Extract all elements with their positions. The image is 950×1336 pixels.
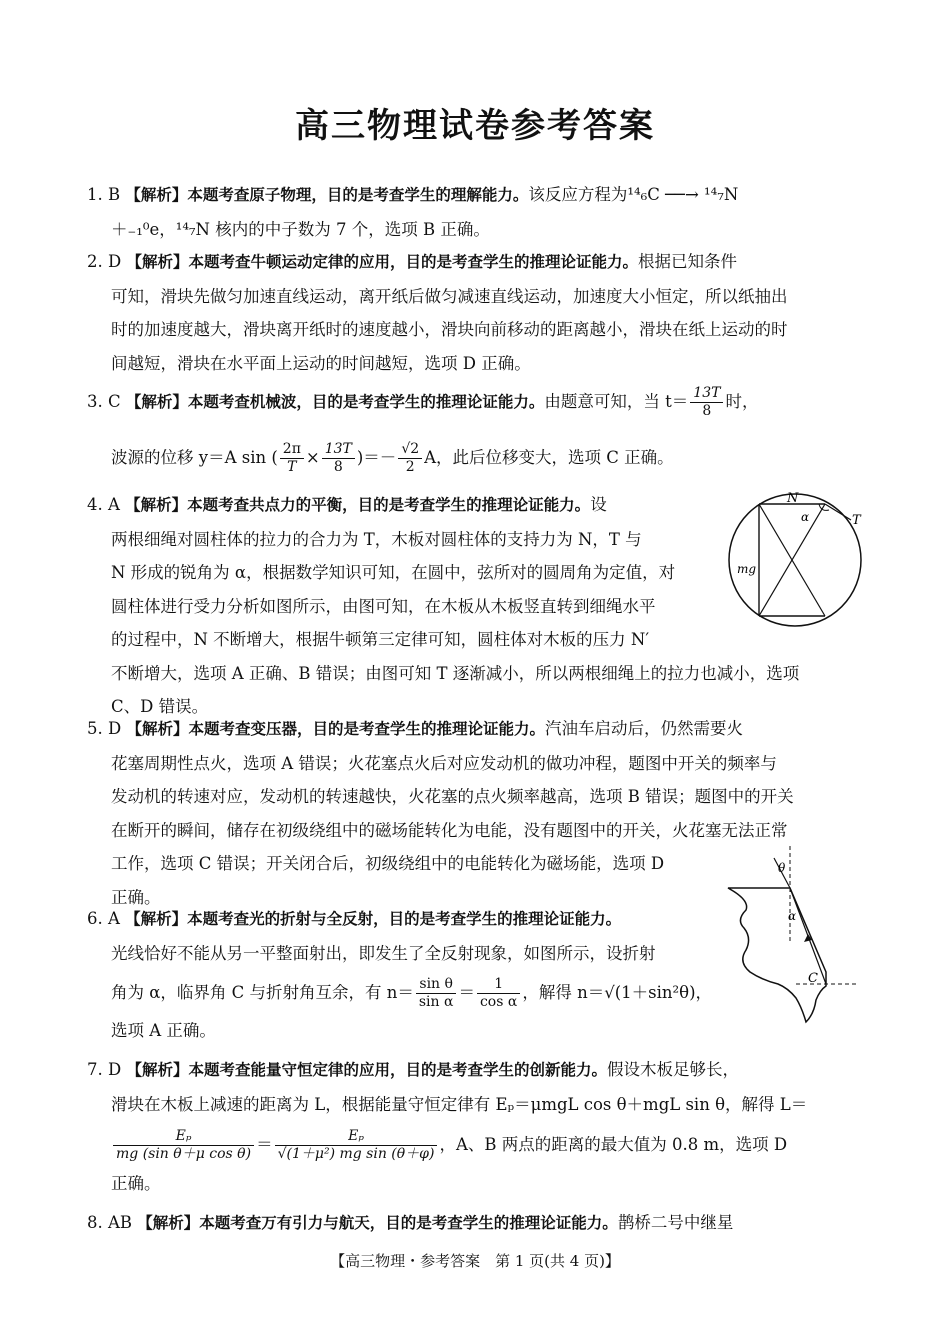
answer-number: 6. A bbox=[87, 909, 120, 928]
answer-text: 鹊桥二号中继星 bbox=[617, 1213, 734, 1232]
operator: ＝ bbox=[256, 1135, 273, 1154]
analysis-tag: 【解析】 bbox=[126, 720, 189, 738]
answer-text: 正确。 bbox=[111, 887, 161, 907]
numerator: √2 bbox=[398, 441, 422, 459]
analysis-tag: 【解析】 bbox=[125, 186, 188, 204]
analysis-tag: 【解析】 bbox=[125, 910, 188, 928]
answer-text: 可知，滑块先做匀加速直线运动，离开纸后做匀减速直线运动，加速度大小恒定，所以纸抽出 bbox=[111, 286, 788, 306]
c-label: C bbox=[808, 971, 818, 986]
analysis-focus: 本题考查万有引力与航天，目的是考查学生的推理论证能力。 bbox=[199, 1214, 618, 1232]
fraction bbox=[322, 441, 355, 476]
answer-8 bbox=[87, 1206, 862, 1241]
numerator: 1 bbox=[477, 976, 520, 994]
answer-number: 3. C bbox=[87, 392, 121, 411]
analysis-tag: 【解析】 bbox=[125, 393, 188, 411]
numerator: Eₚ bbox=[113, 1128, 254, 1146]
operator: × bbox=[305, 448, 320, 467]
fraction bbox=[113, 1128, 254, 1163]
analysis-focus: 本题考查机械波，目的是考查学生的推理论证能力。 bbox=[187, 393, 545, 411]
answer-number: 8. AB bbox=[87, 1213, 133, 1232]
refraction-diagram bbox=[722, 838, 862, 1028]
denominator: 8 bbox=[702, 403, 712, 419]
theta-label: θ bbox=[778, 861, 786, 875]
answer-text: 假设木板足够长， bbox=[607, 1060, 739, 1079]
answer-number: 4. A bbox=[87, 495, 120, 514]
analysis-focus: 本题考查光的折射与全反射，目的是考查学生的推理论证能力。 bbox=[187, 910, 622, 928]
alpha-label: α bbox=[801, 510, 810, 524]
numerator: 13T bbox=[690, 385, 723, 403]
denominator: T bbox=[287, 459, 297, 475]
answer-3 bbox=[87, 380, 862, 480]
denominator: sin α bbox=[418, 994, 454, 1010]
answer-2 bbox=[87, 245, 862, 380]
analysis-tag: 【解析】 bbox=[125, 496, 188, 514]
n-label: N bbox=[787, 491, 799, 506]
fraction bbox=[398, 441, 422, 476]
answer-text: 设 bbox=[590, 495, 607, 514]
page-footer: 【高三物理・参考答案 第 1 页(共 4 页)】 bbox=[330, 1252, 620, 1270]
denominator: mg (sin θ＋μ cos θ) bbox=[116, 1146, 252, 1162]
operator: ＝ bbox=[458, 983, 475, 1002]
fraction bbox=[416, 976, 457, 1011]
answer-number: 2. D bbox=[87, 252, 122, 271]
answer-text: 根据已知条件 bbox=[638, 252, 737, 271]
answer-text: 两根细绳对圆柱体的拉力的合力为 T，木板对圆柱体的支持力为 N，T 与 bbox=[111, 529, 642, 549]
answer-text: 由题意可知，当 t＝ bbox=[544, 392, 689, 411]
t-label: T bbox=[852, 513, 861, 528]
numerator: 13T bbox=[322, 441, 355, 459]
answer-text: 滑块在木板上减速的距离为 L，根据能量守恒定律有 Eₚ＝μmgL cos θ＋mgL sin θ，解得 L＝ bbox=[111, 1094, 808, 1114]
answer-text: ，A、B 两点的距离的最大值为 0.8 m，选项 D bbox=[439, 1135, 788, 1154]
answer-text: ＋₋₁⁰e，¹⁴₇N 核内的中子数为 7 个，选项 B 正确。 bbox=[111, 219, 490, 239]
answer-text: 在断开的瞬间，储存在初级绕组中的磁场能转化为电能，没有题图中的开关，火花塞无法正常 bbox=[111, 820, 788, 840]
answer-text: 圆柱体进行受力分析如图所示，由图可知，在木板从木板竖直转到细绳水平 bbox=[111, 596, 656, 616]
denominator: 2 bbox=[405, 459, 415, 475]
answer-text: 时的加速度越大，滑块离开纸时的速度越小，滑块向前移动的距离越小，滑块在纸上运动的时 bbox=[111, 320, 788, 339]
answer-text: 的过程中，N 不断增大，根据牛顿第三定律可知，圆柱体对木板的压力 N′ bbox=[111, 630, 650, 649]
denominator: cos α bbox=[479, 994, 518, 1010]
prism-outline bbox=[728, 888, 826, 1022]
answer-text: 汽油车启动后，仍然需要火 bbox=[545, 719, 743, 738]
answer-text: 波源的位移 y＝A sin ( bbox=[111, 448, 278, 467]
denominator: 8 bbox=[333, 459, 343, 475]
answer-text: 时， bbox=[725, 392, 759, 411]
t-vector bbox=[825, 504, 851, 520]
numerator: 2π bbox=[280, 441, 304, 459]
answer-text: 选项 A 正确。 bbox=[111, 1021, 216, 1040]
answer-text: 正确。 bbox=[111, 1174, 161, 1193]
denominator: √(1＋μ²) mg sin (θ＋φ) bbox=[277, 1146, 435, 1162]
numerator: sin θ bbox=[416, 976, 457, 994]
answer-text: N 形成的锐角为 α，根据数学知识可知，在圆中，弦所对的圆周角为定值，对 bbox=[111, 563, 676, 582]
answer-text: 发动机的转速对应，发动机的转速越快，火花塞的点火频率越高，选项 B 错误；题图中的开关 bbox=[111, 787, 794, 806]
answer-7 bbox=[87, 1053, 862, 1201]
mg-label: mg bbox=[737, 562, 757, 576]
analysis-focus: 本题考查牛顿运动定律的应用，目的是考查学生的推理论证能力。 bbox=[188, 253, 638, 271]
answer-text: 不断增大，选项 A 正确、B 错误；由图可知 T 逐渐减小，所以两根细绳上的拉力也减小，选项 bbox=[111, 663, 800, 683]
analysis-tag: 【解析】 bbox=[126, 253, 189, 271]
answer-text: 花塞周期性点火，选项 A 错误；火花塞点火后对应发动机的做功冲程，题图中开关的频率与 bbox=[111, 753, 777, 773]
analysis-focus: 本题考查原子物理，目的是考查学生的理解能力。 bbox=[187, 186, 529, 204]
answer-text: 间越短，滑块在水平面上运动的时间越短，选项 D 正确。 bbox=[111, 353, 531, 373]
page-title: 高三物理试卷参考答案 bbox=[295, 106, 655, 146]
analysis-focus: 本题考查共点力的平衡，目的是考查学生的推理论证能力。 bbox=[187, 496, 591, 514]
analysis-tag: 【解析】 bbox=[137, 1214, 200, 1232]
fraction bbox=[275, 1128, 438, 1163]
answer-text: C、D 错误。 bbox=[111, 697, 209, 716]
answer-text: 工作，选项 C 错误；开关闭合后，初级绕组中的电能转化为磁场能，选项 D bbox=[111, 854, 665, 873]
fraction bbox=[477, 976, 520, 1011]
answer-1 bbox=[87, 178, 862, 246]
analysis-tag: 【解析】 bbox=[126, 1061, 189, 1079]
answer-text: 角为 α，临界角 C 与折射角互余，有 n＝ bbox=[111, 983, 414, 1002]
answer-text: A，此后位移变大，选项 C 正确。 bbox=[424, 448, 674, 467]
force-diagram bbox=[725, 490, 865, 630]
numerator: Eₚ bbox=[275, 1128, 438, 1146]
answer-number: 5. D bbox=[87, 719, 122, 738]
fraction bbox=[280, 441, 304, 476]
analysis-focus: 本题考查能量守恒定律的应用，目的是考查学生的创新能力。 bbox=[188, 1061, 607, 1079]
answer-text: 光线恰好不能从另一平整面射出，即发生了全反射现象，如图所示，设折射 bbox=[111, 943, 656, 963]
answer-number: 7. D bbox=[87, 1060, 122, 1079]
fraction bbox=[690, 385, 723, 420]
alpha-label: α bbox=[788, 909, 797, 923]
answer-text: 该反应方程为¹⁴₆C ──→ ¹⁴₇N bbox=[528, 185, 739, 204]
answer-text: ，解得 n＝√(1＋sin²θ)， bbox=[522, 983, 713, 1002]
answer-text: )＝－ bbox=[356, 448, 397, 467]
analysis-focus: 本题考查变压器，目的是考查学生的推理论证能力。 bbox=[188, 720, 545, 738]
answer-number: 1. B bbox=[87, 185, 121, 204]
